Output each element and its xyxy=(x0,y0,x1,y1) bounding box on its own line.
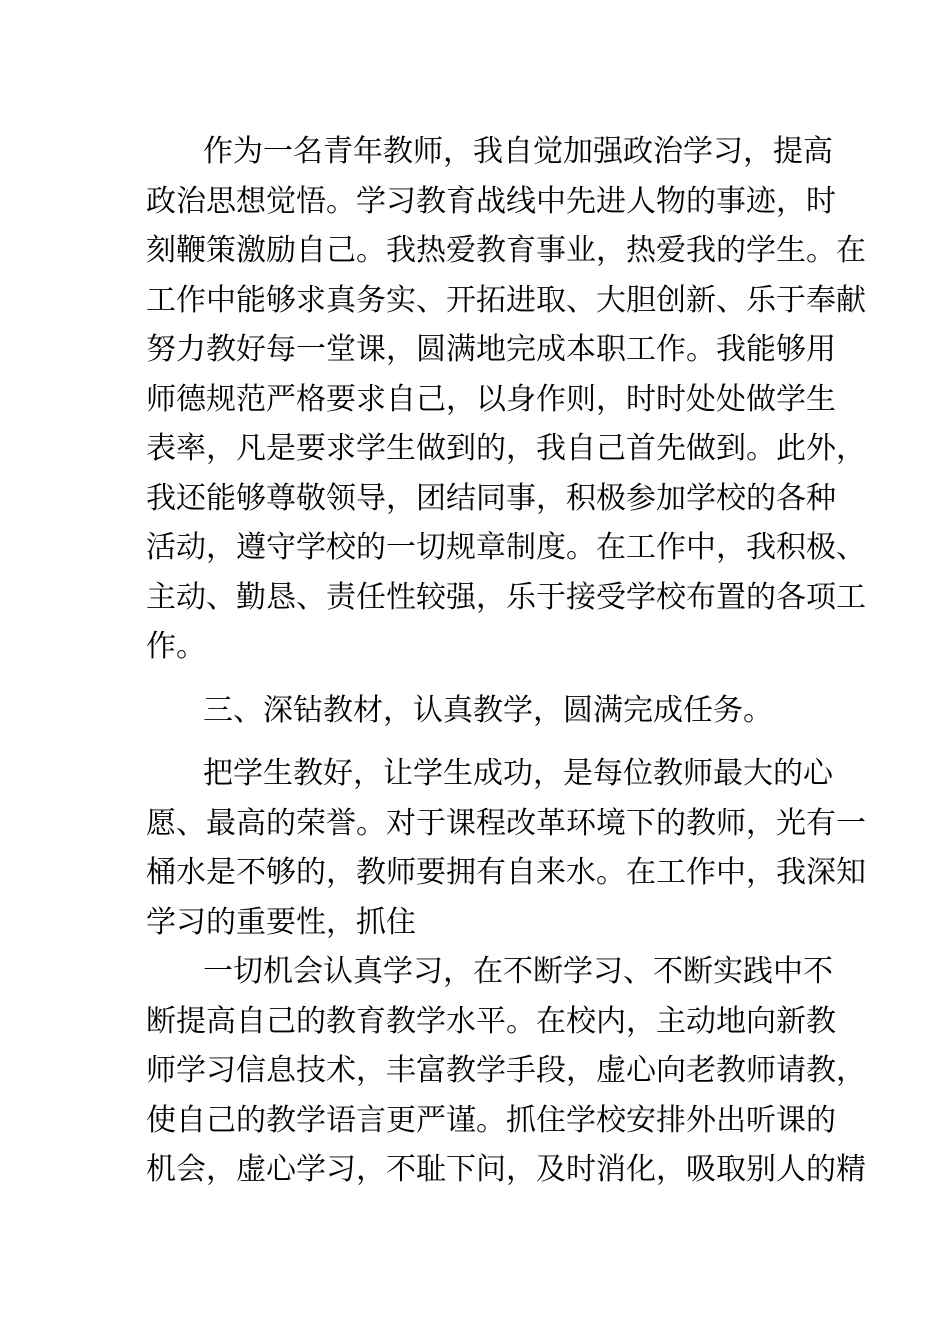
text-line: 桶水是不够的，教师要拥有自来水。在工作中，我深知 xyxy=(146,855,866,890)
section-heading xyxy=(146,686,810,736)
text-line: 作为一名青年教师，我自觉加强政治学习，提高 xyxy=(203,134,833,169)
text-line: 表率，凡是要求学生做到的，我自己首先做到。此外， xyxy=(146,431,866,466)
paragraph-spacer xyxy=(146,735,810,749)
text-line: 学习的重要性，抓住 xyxy=(146,904,416,940)
text-line: 努力教好每一堂课，圆满地完成本职工作。我能够用 xyxy=(146,332,836,367)
text-line: 师德规范严格要求自己，以身作则，时时处处做学生 xyxy=(146,381,836,417)
text-line: 活动，遵守学校的一切规章制度。在工作中，我积极、 xyxy=(146,530,866,565)
paragraph-2 xyxy=(146,749,866,947)
text-line: 作。 xyxy=(146,629,206,664)
text-line: 机会，虚心学习，不耻下问，及时消化，吸取别人的精 xyxy=(146,1152,866,1187)
text-line: 愿、最高的荣誉。对于课程改革环境下的教师，光有一 xyxy=(146,805,866,841)
paragraph-3 xyxy=(146,947,866,1195)
text-line: 主动、勤恳、责任性较强，乐于接受学校布置的各项工 xyxy=(146,579,866,615)
text-line: 师学习信息技术，丰富教学手段，虚心向老教师请教， xyxy=(146,1053,866,1088)
paragraph-spacer xyxy=(146,672,810,686)
text-line: 三、深钻教材，认真教学，圆满完成任务。 xyxy=(203,692,773,728)
text-line: 把学生教好，让学生成功，是每位教师最大的心 xyxy=(203,756,833,791)
text-line: 一切机会认真学习，在不断学习、不断实践中不 xyxy=(203,954,833,989)
text-line: 工作中能够求真务实、开拓进取、大胆创新、乐于奉献 xyxy=(146,282,866,318)
text-line: 我还能够尊敬领导，团结同事，积极参加学校的各种 xyxy=(146,480,836,516)
text-line: 刻鞭策激励自己。我热爱教育事业，热爱我的学生。在 xyxy=(146,233,866,268)
paragraph-1 xyxy=(146,127,866,672)
document-body xyxy=(146,127,866,1195)
text-line: 使自己的教学语言更严谨。抓住学校安排外出听课的 xyxy=(146,1102,836,1138)
text-line: 政治思想觉悟。学习教育战线中先进人物的事迹，时 xyxy=(146,183,836,219)
text-line: 断提高自己的教育教学水平。在校内，主动地向新教 xyxy=(146,1003,836,1039)
